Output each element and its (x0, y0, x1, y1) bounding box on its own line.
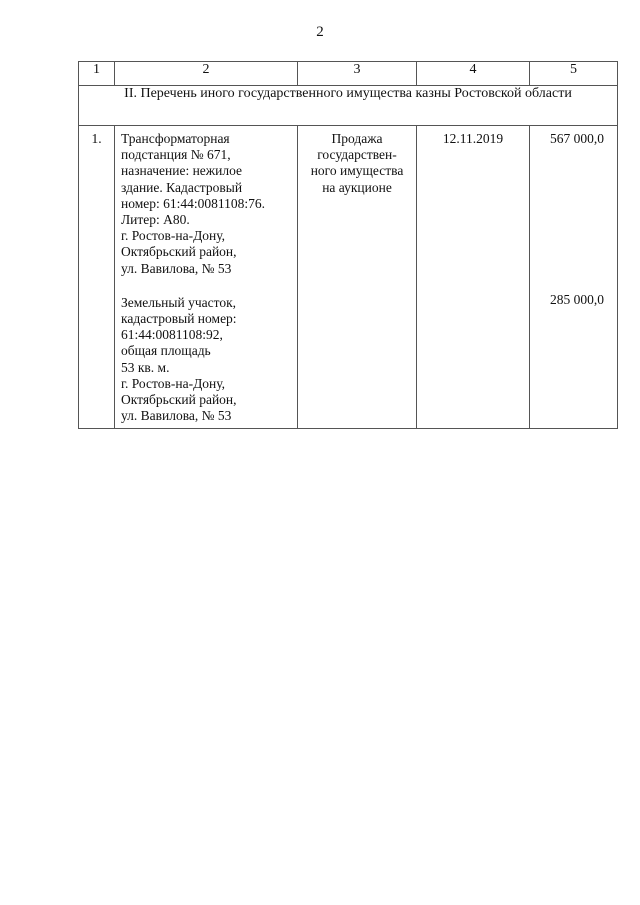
method-line: на аукционе (322, 179, 392, 195)
description-line: 61:44:0081108:92, (121, 327, 223, 343)
property-item-substation (121, 131, 293, 277)
description-line: кадастровый номер: (121, 311, 237, 327)
table-header-row (79, 62, 618, 86)
description-line: Литер: А80. (121, 212, 190, 228)
description-line: г. Ростов-на-Дону, (121, 228, 226, 244)
description-line: общая площадь (121, 343, 211, 359)
description-line: ул. Вавилова, № 53 (121, 408, 232, 424)
property-item-land-plot (121, 295, 293, 425)
page-number: 2 (316, 24, 324, 40)
table-row (79, 126, 618, 429)
description-line: назначение: нежилое (121, 163, 242, 179)
property-description-cell (115, 126, 298, 429)
section-title: II. Перечень иного государственного имущества казны Ростовской области (79, 86, 618, 126)
description-line: Земельный участок, (121, 294, 237, 310)
description-line: номер: 61:44:0081108:76. (121, 195, 266, 211)
column-header: 2 (115, 62, 298, 86)
column-header: 4 (417, 62, 530, 86)
description-line: 53 кв. м. (121, 359, 170, 375)
column-header: 3 (298, 62, 417, 86)
method-line: государствен- (317, 147, 397, 163)
description-line: Октябрьский район, (121, 244, 237, 260)
row-number: 1. (79, 126, 115, 429)
description-line: подстанция № 671, (121, 147, 231, 163)
section-title-row (79, 86, 618, 126)
sale-method-cell (298, 126, 417, 429)
sale-date: 12.11.2019 (417, 126, 530, 429)
column-header: 5 (530, 62, 618, 86)
description-line: ул. Вавилова, № 53 (121, 260, 232, 276)
method-line: ного имущества (310, 163, 404, 179)
method-line: Продажа (331, 131, 383, 146)
description-line: г. Ростов-на-Дону, (121, 375, 226, 391)
description-line: здание. Кадастровый (121, 179, 243, 195)
price-cell (530, 126, 618, 429)
column-header: 1 (79, 62, 115, 86)
price-value: 285 000,0 (550, 292, 604, 308)
description-line: Трансформаторная (121, 131, 230, 146)
property-table (78, 61, 618, 429)
description-line: Октябрьский район, (121, 392, 237, 408)
price-value: 567 000,0 (550, 131, 604, 146)
